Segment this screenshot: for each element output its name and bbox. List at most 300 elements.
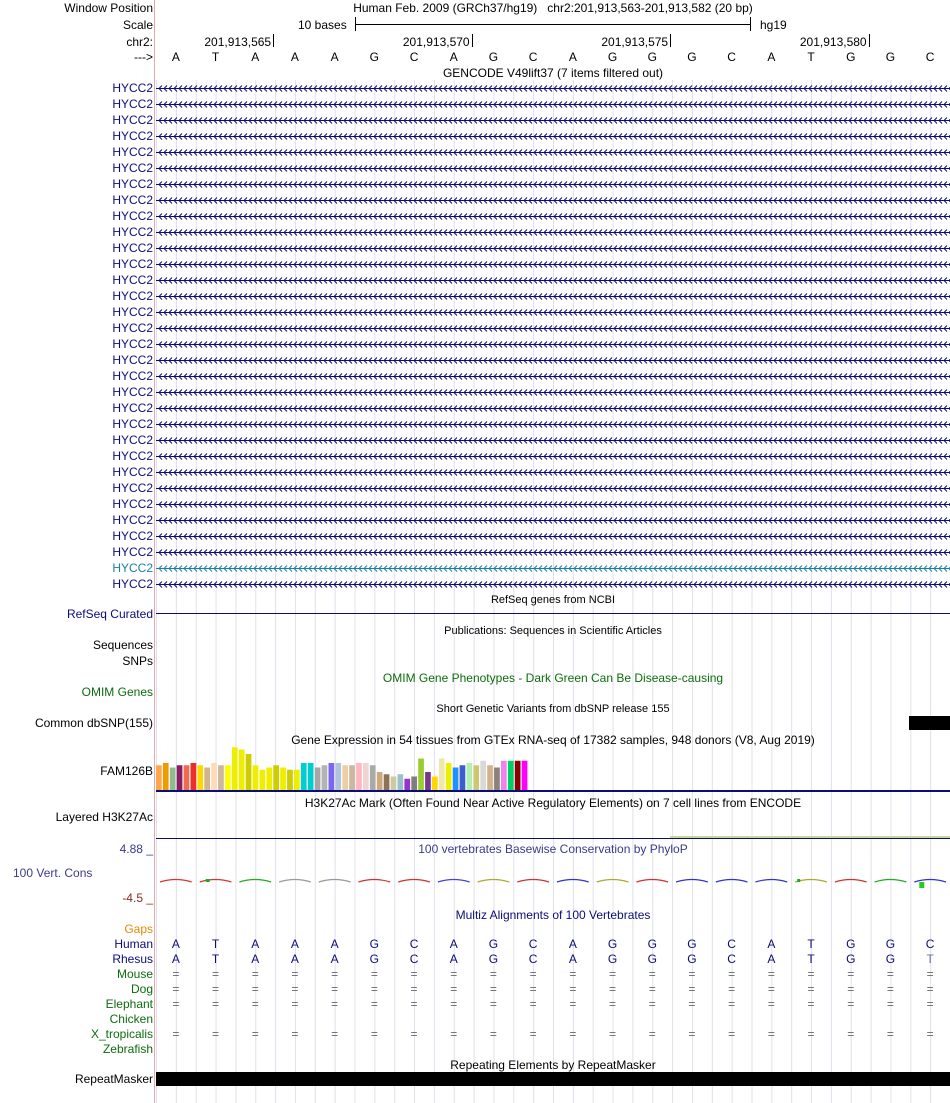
multiz-base: = xyxy=(728,997,736,1011)
ruler-tick-mark xyxy=(670,34,671,47)
multiz-base: = xyxy=(251,1027,259,1041)
gtex-tissue-bar xyxy=(522,761,528,790)
gencode-gene-label[interactable]: HYCC2 xyxy=(112,209,153,223)
multiz-base: = xyxy=(847,997,855,1011)
gtex-tissue-bar xyxy=(418,759,424,791)
phylop-score-glyph xyxy=(597,880,629,883)
multiz-base: = xyxy=(370,997,378,1011)
scale-label: Scale xyxy=(122,18,153,32)
gtex-tissue-bar xyxy=(370,765,376,790)
ruler-base: G xyxy=(687,50,697,64)
ruler-base: C xyxy=(925,50,935,64)
gtex-tissue-bar xyxy=(384,774,390,790)
multiz-base: T xyxy=(807,952,815,966)
gtex-tissue-bar xyxy=(508,761,514,790)
ruler-base: C xyxy=(528,50,538,64)
multiz-base: G xyxy=(885,937,896,951)
gtex-tissue-bar xyxy=(184,765,190,790)
gtex-tissue-bar xyxy=(266,768,272,791)
gencode-gene-label[interactable]: HYCC2 xyxy=(112,289,153,303)
gtex-tissue-bar xyxy=(432,777,438,791)
gtex-tissue-bar xyxy=(239,750,245,791)
gtex-tissue-bar xyxy=(308,763,314,790)
multiz-base: = xyxy=(569,1027,577,1041)
multiz-species-label[interactable]: Zebrafish xyxy=(102,1042,153,1056)
ruler-tick-label: 201,913,575 xyxy=(601,35,669,49)
strand-label: ---> xyxy=(134,50,153,64)
multiz-species-label[interactable]: Chicken xyxy=(109,1012,153,1026)
gtex-tissue-bar xyxy=(163,763,169,790)
phylop-score-glyph xyxy=(200,880,232,883)
multiz-base: = xyxy=(886,1027,894,1041)
multiz-base: T xyxy=(807,937,815,951)
multiz-base: = xyxy=(450,1027,458,1041)
gtex-tissue-bar xyxy=(460,765,466,790)
multiz-base: = xyxy=(212,1027,220,1041)
multiz-species-label[interactable]: Rhesus xyxy=(112,952,153,966)
gtex-tissue-bar xyxy=(156,765,162,790)
multiz-base: A xyxy=(449,937,458,951)
phylop-score-glyph xyxy=(914,880,946,883)
repeatmasker-label[interactable]: RepeatMasker xyxy=(74,1072,153,1086)
multiz-base: C xyxy=(409,952,419,966)
multiz-base: G xyxy=(488,937,499,951)
multiz-base: = xyxy=(291,982,299,996)
gencode-gene-label[interactable]: HYCC2 xyxy=(112,129,153,143)
multiz-base: G xyxy=(369,937,380,951)
gtex-tissue-bar xyxy=(391,777,397,791)
gencode-gene-label[interactable]: HYCC2 xyxy=(112,465,153,479)
multiz-base: = xyxy=(331,967,339,981)
multiz-base: = xyxy=(609,997,617,1011)
ruler-base: G xyxy=(885,50,896,64)
refseq-line[interactable] xyxy=(156,613,950,614)
gtex-gene-label[interactable]: FAM126B xyxy=(100,764,153,778)
multiz-base: G xyxy=(647,937,657,951)
phylop-score-glyph xyxy=(438,880,470,883)
gtex-tissue-bar xyxy=(225,765,231,790)
multiz-base: A xyxy=(568,952,577,966)
gtex-tissue-bar xyxy=(322,765,328,790)
phylop-score-glyph xyxy=(319,880,351,883)
gtex-tissue-bar xyxy=(356,763,362,790)
multiz-base: G xyxy=(846,937,856,951)
gencode-gene-label[interactable]: HYCC2 xyxy=(112,577,153,591)
omim-title: OMIM Gene Phenotypes - Dark Green Can Be Disease-causing xyxy=(382,671,724,685)
ruler-base: A xyxy=(568,50,577,64)
phylop-score-glyph xyxy=(875,880,907,883)
multiz-base: T xyxy=(211,952,220,966)
scale-bar xyxy=(355,24,751,25)
multiz-base: = xyxy=(609,967,617,981)
ruler-base: G xyxy=(647,50,657,64)
gencode-gene-label[interactable]: HYCC2 xyxy=(112,161,153,175)
multiz-base: = xyxy=(251,982,259,996)
gencode-gene-label[interactable]: HYCC2 xyxy=(112,497,153,511)
multiz-base: = xyxy=(648,982,656,996)
h3k27ac-baseline[interactable] xyxy=(156,838,950,839)
multiz-species-label[interactable]: Dog xyxy=(130,982,153,996)
gencode-gene-label[interactable]: HYCC2 xyxy=(112,321,153,335)
chr-label: chr2: xyxy=(126,35,153,49)
multiz-base: = xyxy=(291,967,299,981)
phylop-score-glyph xyxy=(160,880,192,883)
gencode-gene-label[interactable]: HYCC2 xyxy=(112,481,153,495)
ruler-base: A xyxy=(449,50,458,64)
refseq-title: RefSeq genes from NCBI xyxy=(490,594,616,606)
h3k27ac-signal xyxy=(670,836,950,838)
multiz-base: A xyxy=(171,952,180,966)
phylop-title: 100 vertebrates Basewise Conservation by PhyloP xyxy=(418,842,688,856)
multiz-base: = xyxy=(886,967,894,981)
multiz-base: = xyxy=(847,982,855,996)
phylop-score-bar xyxy=(206,879,210,882)
multiz-base: = xyxy=(886,997,894,1011)
gtex-tissue-bar xyxy=(260,770,266,790)
gtex-tissue-bar xyxy=(515,761,521,790)
gtex-tissue-bar xyxy=(487,765,493,790)
gtex-tissue-bar xyxy=(280,768,286,791)
ruler-base: T xyxy=(211,50,220,64)
multiz-base: = xyxy=(807,997,815,1011)
multiz-base: = xyxy=(728,982,736,996)
multiz-base: G xyxy=(647,952,657,966)
ruler-base: A xyxy=(290,50,299,64)
multiz-base: = xyxy=(331,982,339,996)
gtex-tissue-bar xyxy=(170,768,176,791)
multiz-base: C xyxy=(925,937,935,951)
gaps-label[interactable]: Gaps xyxy=(124,922,153,936)
omim-label[interactable]: OMIM Genes xyxy=(81,685,153,699)
multiz-base: = xyxy=(331,997,339,1011)
phylop-score-bar xyxy=(797,879,800,882)
gencode-title: GENCODE V49lift37 (7 items filtered out) xyxy=(442,66,664,80)
multiz-base: = xyxy=(569,997,577,1011)
multiz-base: = xyxy=(410,997,418,1011)
gencode-gene-label[interactable]: HYCC2 xyxy=(112,81,153,95)
phylop-score-glyph xyxy=(557,880,589,883)
multiz-base: = xyxy=(172,1027,180,1041)
multiz-base: = xyxy=(767,1027,775,1041)
gencode-gene-label[interactable]: HYCC2 xyxy=(112,545,153,559)
multiz-base: A xyxy=(290,937,299,951)
multiz-base: A xyxy=(767,952,776,966)
multiz-species-label[interactable]: Elephant xyxy=(105,997,153,1011)
gtex-tissue-bar xyxy=(494,768,500,791)
multiz-base: = xyxy=(529,982,537,996)
ruler-base: G xyxy=(846,50,856,64)
multiz-base: A xyxy=(330,937,339,951)
multiz-base: = xyxy=(172,967,180,981)
multiz-base: A xyxy=(171,937,180,951)
multiz-base: G xyxy=(607,937,618,951)
multiz-base: = xyxy=(648,967,656,981)
multiz-base: A xyxy=(767,937,776,951)
phylop-score-glyph xyxy=(835,880,867,883)
gencode-gene-label[interactable]: HYCC2 xyxy=(112,369,153,383)
refseq-label[interactable]: RefSeq Curated xyxy=(66,607,153,621)
gtex-tissue-bar xyxy=(446,763,452,790)
multiz-base: = xyxy=(926,967,934,981)
dbsnp-label[interactable]: Common dbSNP(155) xyxy=(34,716,153,730)
multiz-base: = xyxy=(331,1027,339,1041)
multiz-base: = xyxy=(807,982,815,996)
ruler-base: G xyxy=(607,50,618,64)
position-title: Human Feb. 2009 (GRCh37/hg19) chr2:201,913,563-201,913,582 (20 bp) xyxy=(353,1,753,15)
multiz-base: = xyxy=(529,1027,537,1041)
dbsnp-variant-block[interactable] xyxy=(909,716,950,730)
gtex-tissue-bar xyxy=(411,777,417,791)
multiz-base: = xyxy=(807,967,815,981)
multiz-base: C xyxy=(528,952,538,966)
multiz-base: = xyxy=(847,1027,855,1041)
multiz-base: = xyxy=(767,997,775,1011)
gencode-gene-label[interactable]: HYCC2 xyxy=(112,241,153,255)
gtex-tissue-bar xyxy=(439,759,445,791)
gtex-tissue-bar xyxy=(377,772,383,790)
ruler-base: A xyxy=(171,50,180,64)
multiz-base: = xyxy=(886,982,894,996)
gtex-tissue-bar xyxy=(335,763,341,790)
repeatmasker-block[interactable] xyxy=(156,1072,950,1086)
assembly-label: hg19 xyxy=(760,18,787,32)
gtex-baseline xyxy=(156,790,950,792)
ruler-base: A xyxy=(330,50,339,64)
ruler-base: C xyxy=(727,50,736,64)
gencode-gene-label[interactable]: HYCC2 xyxy=(112,145,153,159)
multiz-base: = xyxy=(609,982,617,996)
scale-bar-left-tick xyxy=(355,17,356,31)
phylop-max-label: 4.88 _ xyxy=(119,842,153,856)
multiz-base: G xyxy=(369,952,380,966)
gtex-tissue-bar xyxy=(404,779,410,790)
gtex-tissue-bar xyxy=(425,772,431,790)
phylop-score-glyph xyxy=(239,880,271,883)
multiz-base: = xyxy=(569,982,577,996)
multiz-title: Multiz Alignments of 100 Vertebrates xyxy=(455,908,651,922)
gtex-tissue-bar xyxy=(273,765,279,790)
multiz-base: = xyxy=(212,982,220,996)
gencode-gene-label[interactable]: HYCC2 xyxy=(112,385,153,399)
gencode-gene-label[interactable]: HYCC2 xyxy=(112,177,153,191)
multiz-base: C xyxy=(528,937,538,951)
multiz-base: A xyxy=(449,952,458,966)
dbsnp-title: Short Genetic Variants from dbSNP release 155 xyxy=(436,703,670,715)
multiz-base: G xyxy=(687,952,697,966)
multiz-base: = xyxy=(609,1027,617,1041)
multiz-base: = xyxy=(450,997,458,1011)
multiz-base: = xyxy=(370,1027,378,1041)
scale-text: 10 bases xyxy=(298,18,347,32)
multiz-base: A xyxy=(330,952,339,966)
gtex-tissue-bar xyxy=(398,774,404,790)
ruler-base: A xyxy=(251,50,260,64)
multiz-base: = xyxy=(926,997,934,1011)
gencode-gene-label[interactable]: HYCC2 xyxy=(112,401,153,415)
multiz-base: C xyxy=(727,937,736,951)
multiz-base: = xyxy=(688,1027,696,1041)
gtex-tissue-bar xyxy=(501,761,507,790)
gtex-tissue-bar xyxy=(197,765,203,790)
multiz-base: = xyxy=(926,1027,934,1041)
gencode-gene-label[interactable]: HYCC2 xyxy=(112,529,153,543)
multiz-base: = xyxy=(251,967,259,981)
gtex-tissue-bar xyxy=(342,765,348,790)
gencode-gene-label[interactable]: HYCC2 xyxy=(112,193,153,207)
ruler-tick-label: 201,913,580 xyxy=(799,35,867,49)
gtex-tissue-bar xyxy=(294,770,300,790)
multiz-base: = xyxy=(251,997,259,1011)
multiz-base: A xyxy=(568,937,577,951)
multiz-base: T xyxy=(211,937,220,951)
multiz-base: = xyxy=(569,967,577,981)
gencode-gene-label[interactable]: HYCC2 xyxy=(112,561,153,575)
gencode-gene-label[interactable]: HYCC2 xyxy=(112,225,153,239)
gtex-tissue-bar xyxy=(473,765,479,790)
multiz-base: = xyxy=(767,967,775,981)
phylop-score-glyph xyxy=(279,880,311,883)
multiz-species-label[interactable]: Mouse xyxy=(116,967,153,981)
multiz-base: = xyxy=(728,1027,736,1041)
ruler-base: C xyxy=(409,50,419,64)
publications-label[interactable]: Sequences xyxy=(92,638,153,652)
gtex-tissue-bar xyxy=(453,768,459,791)
phylop-score-glyph xyxy=(398,880,430,883)
multiz-base: G xyxy=(885,952,896,966)
gencode-gene-label[interactable]: HYCC2 xyxy=(112,113,153,127)
gtex-tissue-bar xyxy=(480,761,486,790)
multiz-base: = xyxy=(172,982,180,996)
multiz-base: A xyxy=(251,937,260,951)
gencode-gene-label[interactable]: HYCC2 xyxy=(112,305,153,319)
multiz-base: = xyxy=(767,982,775,996)
multiz-base: = xyxy=(489,967,497,981)
multiz-base: C xyxy=(409,937,419,951)
multiz-base: = xyxy=(489,997,497,1011)
gencode-gene-label[interactable]: HYCC2 xyxy=(112,337,153,351)
gtex-tissue-bar xyxy=(177,765,183,790)
gtex-title: Gene Expression in 54 tissues from GTEx RNA-seq of 17382 samples, 948 donors (V8, Aug 2019) xyxy=(291,733,815,747)
multiz-base: C xyxy=(727,952,736,966)
gencode-gene-label[interactable]: HYCC2 xyxy=(112,433,153,447)
scale-bar-right-tick xyxy=(750,17,751,31)
gtex-bar-chart[interactable] xyxy=(156,745,950,793)
multiz-base: = xyxy=(410,1027,418,1041)
multiz-base: = xyxy=(807,1027,815,1041)
gtex-tissue-bar xyxy=(363,763,369,790)
h3k27ac-label[interactable]: Layered H3K27Ac xyxy=(55,810,153,824)
multiz-base: = xyxy=(926,982,934,996)
multiz-base: G xyxy=(607,952,618,966)
multiz-base: = xyxy=(450,967,458,981)
multiz-base: = xyxy=(489,982,497,996)
gencode-gene-label[interactable]: HYCC2 xyxy=(112,449,153,463)
multiz-species-label[interactable]: Human xyxy=(114,937,153,951)
multiz-base: = xyxy=(370,967,378,981)
phylop-min-label: -4.5 _ xyxy=(122,891,153,905)
multiz-base: A xyxy=(290,952,299,966)
phylop-score-bar xyxy=(919,882,924,888)
ruler-tick-label: 201,913,565 xyxy=(204,35,272,49)
multiz-base: = xyxy=(688,967,696,981)
gencode-gene-label[interactable]: HYCC2 xyxy=(112,257,153,271)
multiz-base: G xyxy=(488,952,499,966)
phylop-label[interactable]: 100 Vert. Cons xyxy=(13,866,93,880)
phylop-score-glyph xyxy=(676,880,708,883)
ruler-base: G xyxy=(488,50,499,64)
ruler-base: T xyxy=(807,50,815,64)
phylop-track[interactable] xyxy=(156,872,950,892)
repeatmasker-title: Repeating Elements by RepeatMasker xyxy=(450,1058,656,1072)
phylop-score-glyph xyxy=(517,880,549,883)
ruler-base: G xyxy=(369,50,380,64)
gencode-gene-label[interactable]: HYCC2 xyxy=(112,417,153,431)
multiz-base: G xyxy=(846,952,856,966)
ruler-base: A xyxy=(767,50,776,64)
gtex-tissue-bar xyxy=(218,765,224,790)
gtex-tissue-bar xyxy=(467,763,473,790)
gencode-gene-label[interactable]: HYCC2 xyxy=(112,97,153,111)
phylop-score-glyph xyxy=(359,880,391,883)
publications-title: Publications: Sequences in Scientific Articles xyxy=(444,625,662,637)
gtex-tissue-bar xyxy=(301,763,307,790)
multiz-base: = xyxy=(728,967,736,981)
multiz-base: = xyxy=(291,1027,299,1041)
multiz-base: = xyxy=(450,982,458,996)
phylop-score-glyph xyxy=(636,880,668,883)
gencode-gene-label[interactable]: HYCC2 xyxy=(112,513,153,527)
gencode-gene-label[interactable]: HYCC2 xyxy=(112,353,153,367)
multiz-base: = xyxy=(529,967,537,981)
multiz-base: = xyxy=(648,997,656,1011)
gtex-tissue-bar xyxy=(211,763,217,790)
gtex-tissue-bar xyxy=(232,747,238,790)
gtex-tissue-bar xyxy=(287,770,293,790)
multiz-base: = xyxy=(212,997,220,1011)
h3k27ac-title: H3K27Ac Mark (Often Found Near Active Regulatory Elements) on 7 cell lines from ENCODE xyxy=(304,796,802,810)
multiz-species-label[interactable]: X_tropicalis xyxy=(90,1027,153,1041)
ruler-tick-label: 201,913,570 xyxy=(402,35,470,49)
gtex-tissue-bar xyxy=(253,765,259,790)
gtex-tissue-bar xyxy=(329,763,335,790)
multiz-base: = xyxy=(529,997,537,1011)
gtex-tissue-bar xyxy=(246,754,252,790)
multiz-base: = xyxy=(410,982,418,996)
multiz-base: = xyxy=(370,982,378,996)
phylop-score-glyph xyxy=(716,880,748,883)
multiz-base: T xyxy=(926,952,934,966)
multiz-base: = xyxy=(489,1027,497,1041)
ruler-tick-mark xyxy=(869,34,870,47)
ruler-tick-mark xyxy=(472,34,473,47)
multiz-base: = xyxy=(847,967,855,981)
multiz-base: = xyxy=(291,997,299,1011)
gencode-gene-label[interactable]: HYCC2 xyxy=(112,273,153,287)
phylop-score-glyph xyxy=(478,880,510,883)
phylop-score-glyph xyxy=(756,880,788,883)
multiz-base: = xyxy=(688,997,696,1011)
gencode-track[interactable] xyxy=(156,80,950,600)
multiz-base: = xyxy=(172,997,180,1011)
window-position-label: Window Position xyxy=(64,1,153,15)
multiz-base: = xyxy=(410,967,418,981)
snps-label[interactable]: SNPs xyxy=(122,654,153,668)
ruler-tick-mark xyxy=(273,34,274,47)
multiz-base: = xyxy=(212,967,220,981)
gtex-tissue-bar xyxy=(349,765,355,790)
multiz-base: = xyxy=(688,982,696,996)
gtex-tissue-bar xyxy=(315,768,321,791)
